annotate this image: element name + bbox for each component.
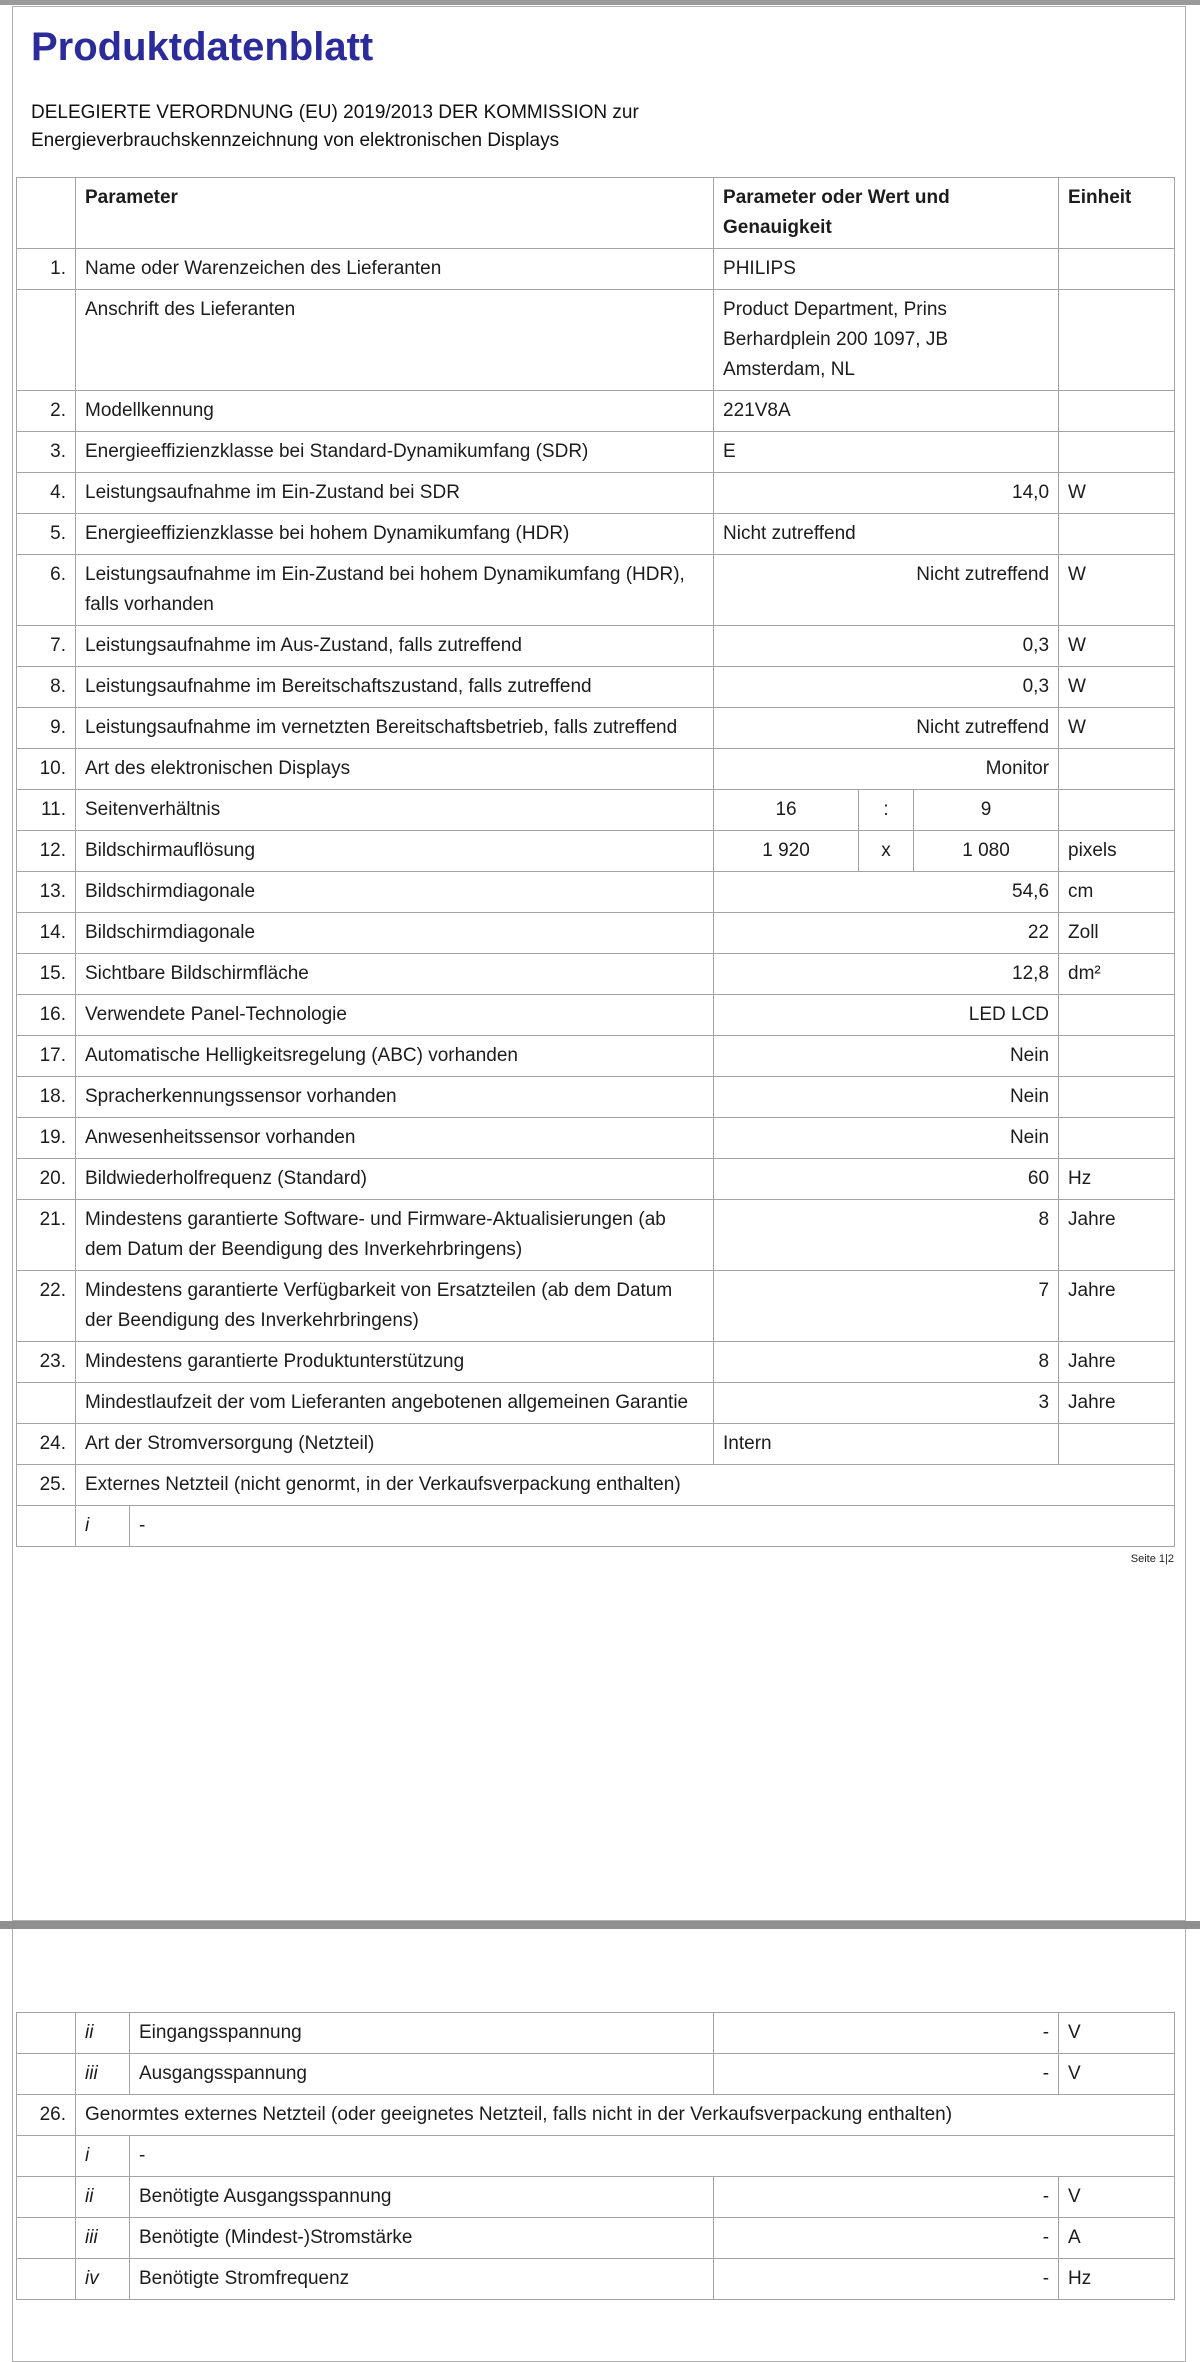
table-row [17,1465,1175,1506]
row-label: Anschrift des Lieferanten [76,290,714,391]
table-row [17,290,1175,391]
row-number: 4. [17,473,76,514]
regulation-subtitle [31,99,1167,155]
table-row [17,790,1175,831]
row-value-separator: : [859,790,914,831]
row-value: Nicht zutreffend [714,555,1059,626]
external-psu-table-wrapper [13,2012,1185,2300]
header-value: Parameter oder Wert und Genauigkeit [714,178,1059,249]
table-row [17,1118,1175,1159]
row-value: Nein [714,1077,1059,1118]
table-row [17,2177,1175,2218]
row-unit: Hz [1059,1159,1175,1200]
row-number [17,1383,76,1424]
page-1 [12,6,1186,1921]
table-row [17,1159,1175,1200]
row-label: Energieeffizienzklasse bei Standard-Dynamikumfang (SDR) [76,432,714,473]
page-title: Produktdatenblatt [31,25,374,69]
row-number [17,2054,76,2095]
row-unit: Jahre [1059,1200,1175,1271]
row-span-text: - [130,2136,1175,2177]
row-number [17,1506,76,1547]
row-value: Intern [714,1424,1059,1465]
row-value: 3 [714,1383,1059,1424]
row-number: 1. [17,249,76,290]
row-value: 12,8 [714,954,1059,995]
header-row [17,178,1175,249]
row-unit: Zoll [1059,913,1175,954]
row-number: 18. [17,1077,76,1118]
row-unit [1059,995,1175,1036]
row-label: Leistungsaufnahme im Ein-Zustand bei SDR [76,473,714,514]
row-number: 3. [17,432,76,473]
row-number: 12. [17,831,76,872]
row-span-text: - [130,1506,1175,1547]
row-number: 25. [17,1465,76,1506]
row-number: 21. [17,1200,76,1271]
row-unit [1059,1424,1175,1465]
row-unit: V [1059,2013,1175,2054]
row-number: 17. [17,1036,76,1077]
row-unit: Jahre [1059,1271,1175,1342]
row-value-second: 9 [914,790,1059,831]
page-number-note: Seite 1|2 [1130,1553,1174,1565]
row-value: 221V8A [714,391,1059,432]
row-value-first: 1 920 [714,831,859,872]
row-number: 9. [17,708,76,749]
header-number-cell [17,178,76,249]
row-value: Product Department, Prins Berhardplein 200 1097, JB Amsterdam, NL [714,290,1059,391]
row-value: - [714,2218,1059,2259]
table-row [17,2095,1175,2136]
row-unit [1059,790,1175,831]
row-label: Bildwiederholfrequenz (Standard) [76,1159,714,1200]
row-value-second: 1 080 [914,831,1059,872]
row-unit: A [1059,2218,1175,2259]
row-number: 16. [17,995,76,1036]
row-label: Benötigte Ausgangsspannung [130,2177,714,2218]
table-row [17,1271,1175,1342]
table-row [17,555,1175,626]
row-number [17,2177,76,2218]
row-value: Nicht zutreffend [714,708,1059,749]
row-number: 10. [17,749,76,790]
table-row [17,1342,1175,1383]
row-unit: V [1059,2177,1175,2218]
header-parameter: Parameter [76,178,714,249]
table-row [17,667,1175,708]
row-value: - [714,2054,1059,2095]
table-row [17,995,1175,1036]
row-marker: ii [76,2013,130,2054]
row-label: Automatische Helligkeitsregelung (ABC) vorhanden [76,1036,714,1077]
table-row [17,626,1175,667]
row-number: 15. [17,954,76,995]
row-label: Verwendete Panel-Technologie [76,995,714,1036]
row-value: PHILIPS [714,249,1059,290]
row-label: Leistungsaufnahme im Ein-Zustand bei hohem Dynamikumfang (HDR), falls vorhanden [76,555,714,626]
row-unit: V [1059,2054,1175,2095]
row-unit: W [1059,473,1175,514]
row-label: Bildschirmauflösung [76,831,714,872]
row-unit: W [1059,667,1175,708]
row-label: Modellkennung [76,391,714,432]
row-unit [1059,1077,1175,1118]
row-label: Art des elektronischen Displays [76,749,714,790]
row-unit: dm² [1059,954,1175,995]
row-number [17,2013,76,2054]
row-unit: cm [1059,872,1175,913]
row-unit: W [1059,708,1175,749]
row-marker: i [76,2136,130,2177]
table-row [17,473,1175,514]
regulation-subtitle-line-1: DELEGIERTE VERORDNUNG (EU) 2019/2013 DER KOMMISSION zur [31,102,639,123]
row-label: Energieeffizienzklasse bei hohem Dynamikumfang (HDR) [76,514,714,555]
row-number: 13. [17,872,76,913]
row-label: Spracherkennungssensor vorhanden [76,1077,714,1118]
row-number: 11. [17,790,76,831]
row-value: - [714,2177,1059,2218]
row-value: 8 [714,1342,1059,1383]
row-unit: W [1059,626,1175,667]
table-row [17,913,1175,954]
row-marker: i [76,1506,130,1547]
row-label: Seitenverhältnis [76,790,714,831]
row-value: 7 [714,1271,1059,1342]
row-marker: ii [76,2177,130,2218]
table-row [17,1200,1175,1271]
table-row [17,1383,1175,1424]
row-label: Mindestens garantierte Verfügbarkeit von Ersatzteilen (ab dem Datum der Beendigung des Inverkehrbringens) [76,1271,714,1342]
row-unit: Jahre [1059,1342,1175,1383]
row-label: Sichtbare Bildschirmfläche [76,954,714,995]
row-unit [1059,1118,1175,1159]
header-unit: Einheit [1059,178,1175,249]
table-row [17,432,1175,473]
row-label: Eingangsspannung [130,2013,714,2054]
row-number: 19. [17,1118,76,1159]
table-row [17,954,1175,995]
row-value-first: 16 [714,790,859,831]
row-marker: iv [76,2259,130,2300]
page-top-edge [0,0,1200,5]
row-number: 2. [17,391,76,432]
row-number: 23. [17,1342,76,1383]
row-value: - [714,2013,1059,2054]
row-value: Nein [714,1036,1059,1077]
row-unit [1059,432,1175,473]
row-unit [1059,290,1175,391]
external-psu-table [16,2012,1175,2300]
row-label: Anwesenheitssensor vorhanden [76,1118,714,1159]
row-number: 26. [17,2095,76,2136]
row-label: Benötigte Stromfrequenz [130,2259,714,2300]
row-label: Mindestens garantierte Produktunterstützung [76,1342,714,1383]
row-value: Monitor [714,749,1059,790]
row-number: 8. [17,667,76,708]
row-label: Name oder Warenzeichen des Lieferanten [76,249,714,290]
row-unit: W [1059,555,1175,626]
row-value: 8 [714,1200,1059,1271]
table-row [17,872,1175,913]
row-number: 22. [17,1271,76,1342]
table-row [17,1424,1175,1465]
datasheet-table-wrapper [13,177,1185,1547]
row-number: 24. [17,1424,76,1465]
row-number: 14. [17,913,76,954]
row-label: Leistungsaufnahme im Aus-Zustand, falls zutreffend [76,626,714,667]
row-marker: iii [76,2054,130,2095]
row-number [17,2259,76,2300]
row-unit: Hz [1059,2259,1175,2300]
row-label: Bildschirmdiagonale [76,872,714,913]
product-datasheet-table [16,177,1175,1547]
row-label: Leistungsaufnahme im vernetzten Bereitschaftsbetrieb, falls zutreffend [76,708,714,749]
row-value: Nicht zutreffend [714,514,1059,555]
row-number [17,290,76,391]
row-label: Art der Stromversorgung (Netzteil) [76,1424,714,1465]
row-unit [1059,749,1175,790]
row-value: Nein [714,1118,1059,1159]
table-row [17,1506,1175,1547]
regulation-subtitle-line-2: Energieverbrauchskennzeichnung von elektronischen Displays [31,130,560,151]
row-value: 14,0 [714,473,1059,514]
row-number [17,2136,76,2177]
row-number: 7. [17,626,76,667]
row-value: 0,3 [714,626,1059,667]
row-number [17,2218,76,2259]
row-value-separator: x [859,831,914,872]
page-2 [12,1929,1186,2362]
table-row [17,1036,1175,1077]
row-unit [1059,1036,1175,1077]
page-separator-bar [0,1921,1200,1929]
row-span-text: Genormtes externes Netzteil (oder geeignetes Netzteil, falls nicht in der Verkaufsverpackung enthalten) [76,2095,1175,2136]
row-number: 20. [17,1159,76,1200]
table-row [17,2259,1175,2300]
row-span-text: Externes Netzteil (nicht genormt, in der Verkaufsverpackung enthalten) [76,1465,1175,1506]
row-value: 54,6 [714,872,1059,913]
row-unit: Jahre [1059,1383,1175,1424]
row-label: Leistungsaufnahme im Bereitschaftszustand, falls zutreffend [76,667,714,708]
table-row [17,831,1175,872]
table-row [17,391,1175,432]
row-value: E [714,432,1059,473]
row-label: Ausgangsspannung [130,2054,714,2095]
row-value: 22 [714,913,1059,954]
row-unit: pixels [1059,831,1175,872]
table-row [17,2013,1175,2054]
table-row [17,749,1175,790]
row-number: 6. [17,555,76,626]
row-label: Benötigte (Mindest-)Stromstärke [130,2218,714,2259]
row-unit [1059,391,1175,432]
row-value: LED LCD [714,995,1059,1036]
table-row [17,2218,1175,2259]
table-row [17,249,1175,290]
table-row [17,708,1175,749]
row-value: 0,3 [714,667,1059,708]
row-label: Bildschirmdiagonale [76,913,714,954]
table-row [17,1077,1175,1118]
row-value: 60 [714,1159,1059,1200]
table-row [17,514,1175,555]
table-row [17,2054,1175,2095]
row-label: Mindestens garantierte Software- und Firmware-Aktualisierungen (ab dem Datum der Beendigung des Inverkehrbringens) [76,1200,714,1271]
row-marker: iii [76,2218,130,2259]
row-number: 5. [17,514,76,555]
row-label: Mindestlaufzeit der vom Lieferanten angebotenen allgemeinen Garantie [76,1383,714,1424]
table-row [17,2136,1175,2177]
row-value: - [714,2259,1059,2300]
row-unit [1059,249,1175,290]
row-unit [1059,514,1175,555]
